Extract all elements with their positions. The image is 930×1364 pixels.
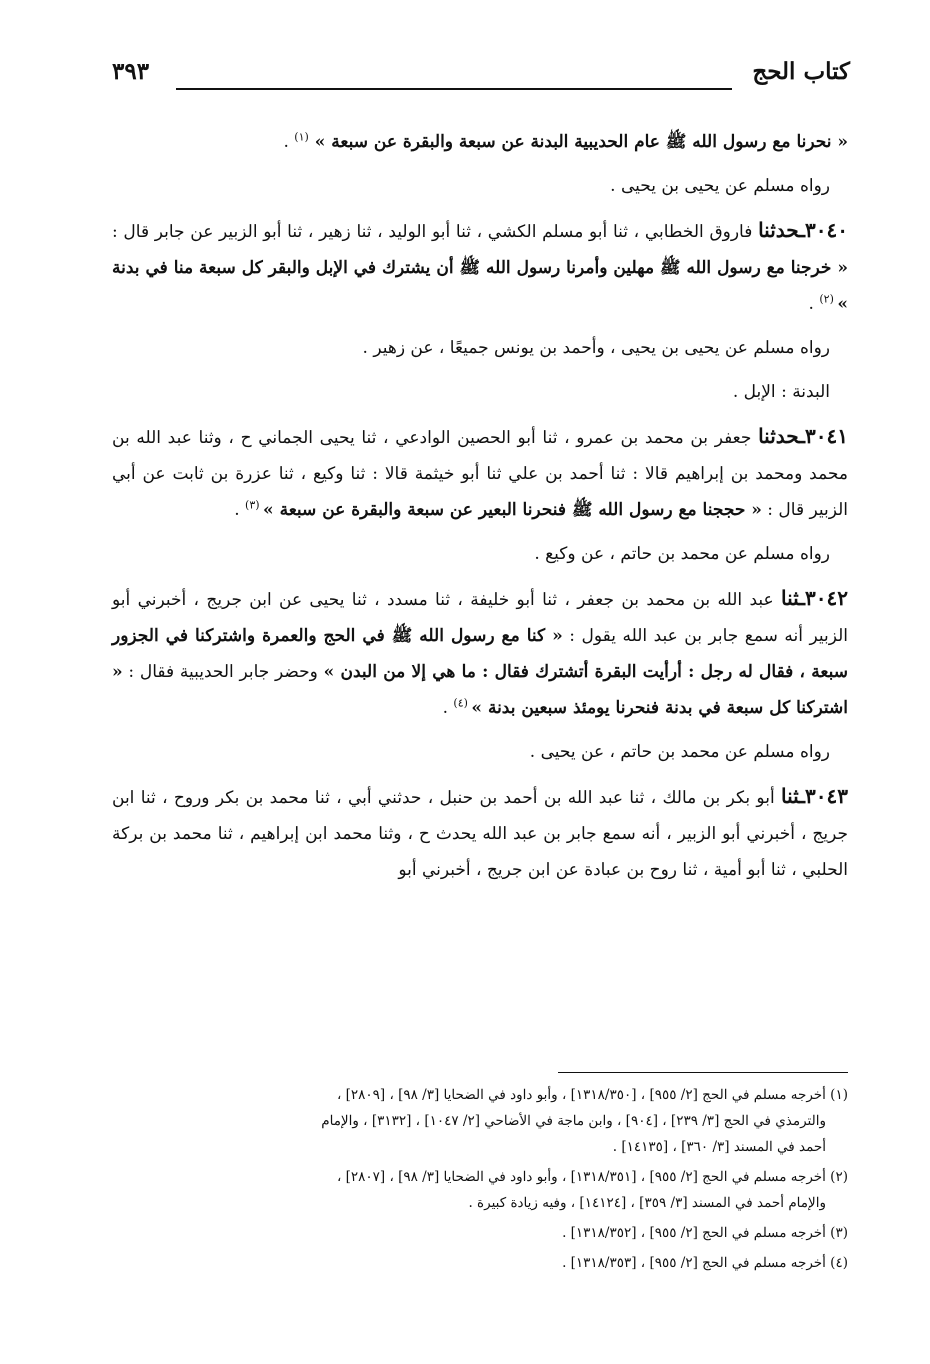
isnad: أبو بكر بن مالك ، ثنا عبد الله بن أحمد بن حنبل ، حدثني أبي ، ثنا محمد بن بكر وروح ، ثنا ابن جريج ، أخبرني أبو الزبير ، أنه سمع جابر بن عبد الله يحدث ح ، وثنا محمد ابن إبراهيم ، ثنا محمد بن بركة الحلبي ، ثنا أبو أمية ، ثنا روح بن عبادة عن ابن جريج ، أخبرني أبو bbox=[112, 788, 848, 880]
footnote-1: (١) أخرجه مسلم في الحج [٢/ ٩٥٥] ، [١٣١٨/٣٥٠] ، وأبو داود في الضحايا [٣/ ٩٨] ، [٢٨٠٩] ، والترمذي في الحج [٣/ ٢٣٩] ، [٩٠٤] ، وابن ماجة في الأضاحي [٢/ ١٠٤٧] ، [٣١٣٢] ، والإمام أحمد في المسند [٣/ ٣٦٠] ، [١٤١٣٥] . bbox=[321, 1087, 848, 1155]
hadith-opening: ـحدثنا bbox=[758, 424, 806, 448]
hadith-number: ٣٠٤١ bbox=[805, 424, 848, 448]
hadith-number: ٣٠٤٢ bbox=[805, 586, 848, 610]
footnote-3: (٣) أخرجه مسلم في الحج [٢/ ٩٥٥] ، [١٣١٨/٣٥٢] . bbox=[562, 1225, 848, 1241]
footnote-2: (٢) أخرجه مسلم في الحج [٢/ ٩٥٥] ، [١٣١٨/٣٥١] ، وأبو داود في الضحايا [٣/ ٩٨] ، [٢٨٠٧] ، والإمام أحمد في المسند [٣/ ٣٥٩] ، [١٤١٢٤] ، وفيه زيادة كبيرة . bbox=[336, 1169, 848, 1211]
footnote-ref: (٢) bbox=[819, 292, 838, 306]
hadith-3043 bbox=[112, 778, 848, 888]
definition: البدنة : الإبل . bbox=[732, 382, 830, 402]
hadith-quote: « كنا مع رسول الله ﷺ في الحج والعمرة واشتركنا في الجزور سبعة ، فقال له رجل : أرأيت البقرة أتشترك فقال : ما هي إلا من البدن » bbox=[112, 626, 848, 682]
footnote-ref: (٣) bbox=[245, 498, 264, 512]
citation: رواه مسلم عن يحيى بن يحيى . bbox=[610, 176, 830, 196]
hadith-3042: ٣٠٤٢ـثنا عبد الله بن محمد بن جعفر ، ثنا أبو خليفة ، ثنا مسدد ، ثنا يحيى عن ابن جريج ، أخبرني أبو الزبير أنه سمع جابر بن عبد الله يقول : « كنا مع رسول الله ﷺ في الحج والعمرة واشتركنا في الجزور سبعة ، فقال له رجل : أرأيت البقرة أتشترك فقال : ما هي إلا من البدن » وحضر جابر الحديبية فقال : « اشتركنا كل سبعة في بدنة فنحرنا يومئذ سبعين بدنة » $^{(٤)}$ . bbox=[112, 586, 848, 718]
citation: رواه مسلم عن محمد بن حاتم ، عن يحيى . bbox=[529, 742, 830, 762]
hadith-opening: ـحدثنا bbox=[758, 218, 806, 242]
footnote-ref: (٤) bbox=[453, 696, 472, 710]
hadith-quote: « حججنا مع رسول الله ﷺ فنحرنا البعير عن سبعة والبقرة عن سبعة » bbox=[263, 500, 762, 520]
hadith-opening: ـثنا bbox=[781, 586, 806, 610]
hadith-3041: ٣٠٤١ـحدثنا جعفر بن محمد بن عمرو ، ثنا أبو الحصين الوادعي ، ثنا يحيى الجماني ح ، وثنا عبد الله بن محمد ومحمد بن إبراهيم قالا : ثنا أحمد بن علي ثنا أبو خيثمة قالا : ثنا وكيع ، ثنا عزرة بن ثابت عن أبي الزبير قال : « حججنا مع رسول الله ﷺ فنحرنا البعير عن سبعة والبقرة عن سبعة » $^{(٣)}$ . bbox=[112, 424, 848, 520]
isnad: فاروق الخطابي ، ثنا أبو مسلم الكشي ، ثنا أبو الوليد ، ثنا زهير ، ثنا أبو الزبير عن جابر قال : bbox=[112, 222, 759, 242]
isnad: جعفر بن محمد بن عمرو ، ثنا أبو الحصين الوادعي ، ثنا يحيى الجماني ح ، وثنا عبد الله بن محمد ومحمد بن إبراهيم قالا : ثنا أحمد بن علي ثنا أبو خيثمة قالا : ثنا وكيع ، ثنا عزرة بن ثابت عن أبي الزبير قال : bbox=[112, 428, 848, 520]
hadith-quote: « خرجنا مع رسول الله ﷺ مهلين وأمرنا رسول الله ﷺ أن يشترك في الإبل والبقر كل سبعة منا في بدنة » bbox=[112, 258, 848, 314]
chapter-title: كتاب الحج bbox=[752, 58, 850, 85]
footnote-ref: (١) bbox=[294, 130, 309, 144]
hadith-quote: « نحرنا مع رسول الله ﷺ عام الحديبية البدنة عن سبعة والبقرة عن سبعة » bbox=[308, 132, 848, 152]
hadith-3040: ٣٠٤٠ـحدثنا فاروق الخطابي ، ثنا أبو مسلم الكشي ، ثنا أبو الوليد ، ثنا زهير ، ثنا أبو الزبير عن جابر قال : « خرجنا مع رسول الله ﷺ مهلين وأمرنا رسول الله ﷺ أن يشترك في الإبل والبقر كل سبعة منا في بدنة » $^{(٢)}$ . bbox=[112, 218, 848, 314]
hadith-number: ٣٠٤٠ bbox=[805, 218, 848, 242]
footnotes bbox=[108, 1082, 848, 1280]
page-number: ٣٩٣ bbox=[112, 58, 150, 85]
main-text bbox=[112, 124, 848, 888]
page-header bbox=[112, 58, 850, 104]
hadith-quote: « اشتركنا كل سبعة في بدنة فنحرنا يومئذ سبعين بدنة » bbox=[112, 662, 848, 718]
isnad: عبد الله بن محمد بن جعفر ، ثنا أبو خليفة ، ثنا مسدد ، ثنا يحيى عن ابن جريج ، أخبرني أبو الزبير أنه سمع جابر بن عبد الله يقول : bbox=[112, 590, 848, 646]
footnote-separator bbox=[558, 1072, 848, 1073]
footnote-4: (٤) أخرجه مسلم في الحج [٢/ ٩٥٥] ، [١٣١٨/٣٥٣] . bbox=[562, 1255, 848, 1271]
citation: رواه مسلم عن يحيى بن يحيى ، وأحمد بن يونس جميعًا ، عن زهير . bbox=[362, 338, 830, 358]
hadith-number: ٣٠٤٣ bbox=[805, 784, 848, 808]
header-rule bbox=[176, 88, 732, 90]
hadith-opening: ـثنا bbox=[781, 784, 806, 808]
hadith-continuation: « نحرنا مع رسول الله ﷺ عام الحديبية البدنة عن سبعة والبقرة عن سبعة » $^{(١)}$ . bbox=[283, 130, 848, 152]
citation: رواه مسلم عن محمد بن حاتم ، عن وكيع . bbox=[534, 544, 830, 564]
narration: وحضر جابر الحديبية فقال : bbox=[122, 662, 324, 682]
